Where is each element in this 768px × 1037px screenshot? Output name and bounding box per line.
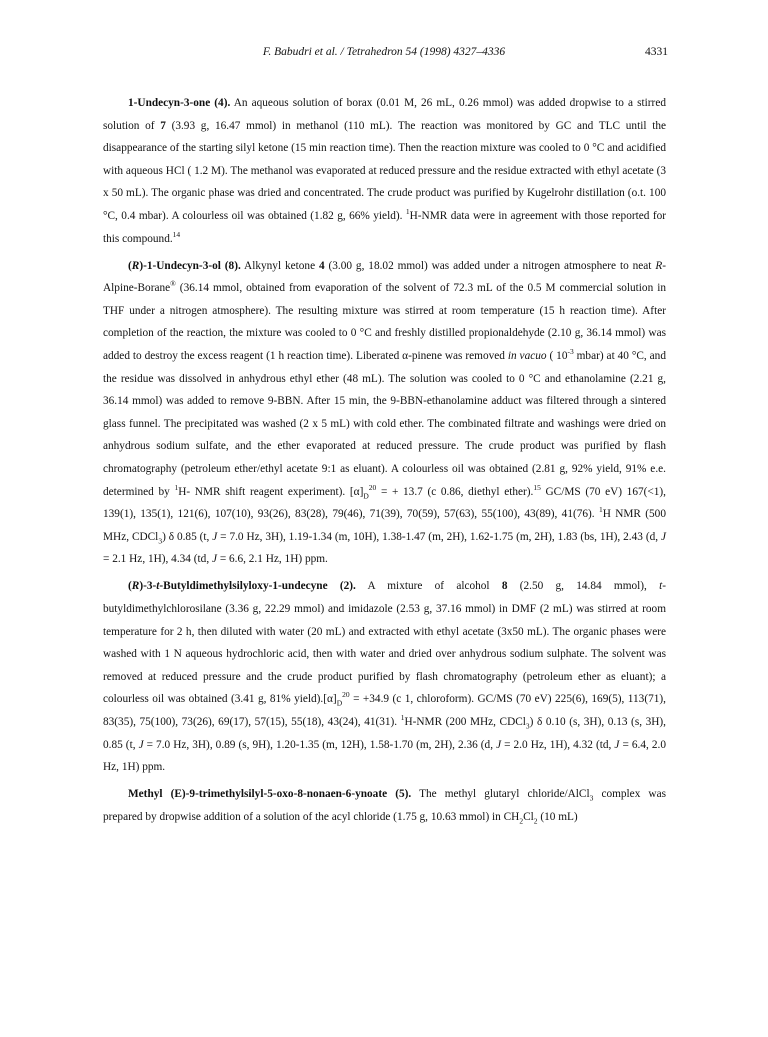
paragraph-text: A mixture of alcohol 8 (2.50 g, 14.84 mmol), t-butyldimethylchlorosilane (3.36 g, 22.29 mmol) and imidazole (2.53 g, 37.16 mmol) in DMF (2 mL) was stirred at room temperature for 2 h, then diluted with water (20 mL) and extracted with ethyl acetate (3x50 mL). The organic phases were washed with 1 N aqueous hydrochloric acid, then with water and dried over anhydrous sodium sulphate. The solvent was removed at reduced pressure and the crude product purified by flash chromatography (petroleum ether as eluant); a colourless oil was obtained (3.41 g, 81% $yield).[\alpha]_D^{20} = +34.9$ (c 1, chloroform). GC/MS (70 eV) 225(6), 169(5), 113(71), 83(35), 75(100), 73(26), 69(17), 57(15), 55(18), 43(24), 41(31). $^1$H-NMR (200 MHz, CDCl$_3$) δ 0.10 (s, 3H), 0.13 (s, 3H), 0.85 (t, J = 7.0 Hz, 3H), 0.89 (s, 9H), 1.20-1.35 (m, 12H), 1.58-1.70 (m, 2H), 2.36 (d, J = 2.0 Hz, 1H), 4.32 (td, J = 6.4, 2.0 Hz, 1H) ppm. <box>103 580 667 774</box>
running-head-citation: F. Babudri et al. / Tetrahedron 54 (1998) 4327–4336 <box>262 46 506 58</box>
compound-heading: Methyl (E)-9-trimethylsilyl-5-oxo-8-nonaen-6-ynoate (5). <box>128 788 412 801</box>
compound-heading: (R)-1-Undecyn-3-ol (8). <box>128 259 241 272</box>
compound-heading: 1-Undecyn-3-one (4). <box>128 97 231 109</box>
paragraph-text: The methyl glutaryl chloride/AlCl$_3$ complex was prepared by dropwise addition of a solution of the acyl chloride (1.75 g, 10.63 mmol) in $CH_2Cl_2$ (10 mL) <box>103 788 667 826</box>
paragraph-methyl-nonaenynoate <box>103 783 666 828</box>
paragraph-undecynone <box>103 92 666 250</box>
paragraph-text: Alkynyl ketone 4 (3.00 g, 18.02 mmol) was added under a nitrogen atmosphere to neat R-Alpine-Borane® (36.14 mmol, obtained from evaporation of the solvent of 72.3 mL of the 0.5 M commercial solution in THF under a nitrogen atmosphere). The resulting mixture was stirred at room temperature (15 h reaction time). After completion of the reaction, the mixture was cooled to 0 °C and freshly distilled propionaldehyde (2.10 g, 36.14 mmol) was added to destroy the excess reagent (1 h reaction time). Liberated α-pinene was removed in vacuo ( $10^{-3}$ mbar) at 40 °C, and the residue was dissolved in anhydrous ethyl ether (48 mL). The solution was cooled to 0 °C and ethanolamine (2.21 g, 36.14 mmol) was added to remove 9-BBN. After 15 min, the 9-BBN-ethanolamine adduct was filtered through a sintered glass funnel. The precipitated was washed (2 x 5 mL) with cold ether. The combinated filtrate and washings were dried on anhydrous sodium sulfate, and the ether evaporated at reduced pressure. The crude product was purified by flash chromatography (petroleum ether/ethyl acetate 9:1 as eluant). A colourless oil was obtained (2.81 g, 92% yield, 91% e.e. determined by $^1$H- NMR shift reagent experiment). $[\alpha]_D^{20}$ = + 13.7 (c 0.86, diethyl ether).$^{15}$ GC/MS (70 eV) 167(<1), 139(1), 135(1), 121(6), 107(10), 93(26), 83(28), 79(46), 71(39), 70(59), 57(63), 55(100), 43(89), 41(76). $^1$H NMR (500 MHz, CDCl$_3$) δ 0.85 (t, J = 7.0 Hz, 3H), 1.19-1.34 (m, 10H), 1.38-1.47 (m, 2H), 1.62-1.75 (m, 2H), 1.83 (bs, 1H), 2.43 (d, J = 2.1 Hz, 1H), 4.34 (td, J = 6.6, 2.1 Hz, 1H) ppm. <box>103 259 666 566</box>
paragraph-text: An aqueous solution of borax (0.01 M, 26 mL, 0.26 mmol) was added dropwise to a stirred solution of 7 (3.93 g, 16.47 mmol) in methanol (110 mL). The reaction was monitored by GC and TLC until the disappearance of the starting silyl ketone (15 min reaction time). Then the reaction mixture was cooled to 0 °C and acidified with aqueous HCl ( 1.2 M). The methanol was evaporated at reduced pressure and the residue extracted with ethyl acetate (3 x 50 mL). The organic phase was dried and concentrated. The crude product was purified by Kugelrohr distillation (o.t. 100 °C, 0.4 mbar). A colourless oil was obtained (1.82 g, 66% yield). $^1$H-NMR data were in agreement with those reported for this compound.$^{14}$ <box>103 97 666 245</box>
article-body <box>103 92 666 829</box>
paragraph-undecynol <box>103 255 666 571</box>
compound-heading: (R)-3-t-Butyldimethylsilyloxy-1-undecyne (2). <box>128 580 356 593</box>
page-number: 4331 <box>645 46 668 58</box>
paragraph-silyloxy-undecyne <box>103 575 666 778</box>
